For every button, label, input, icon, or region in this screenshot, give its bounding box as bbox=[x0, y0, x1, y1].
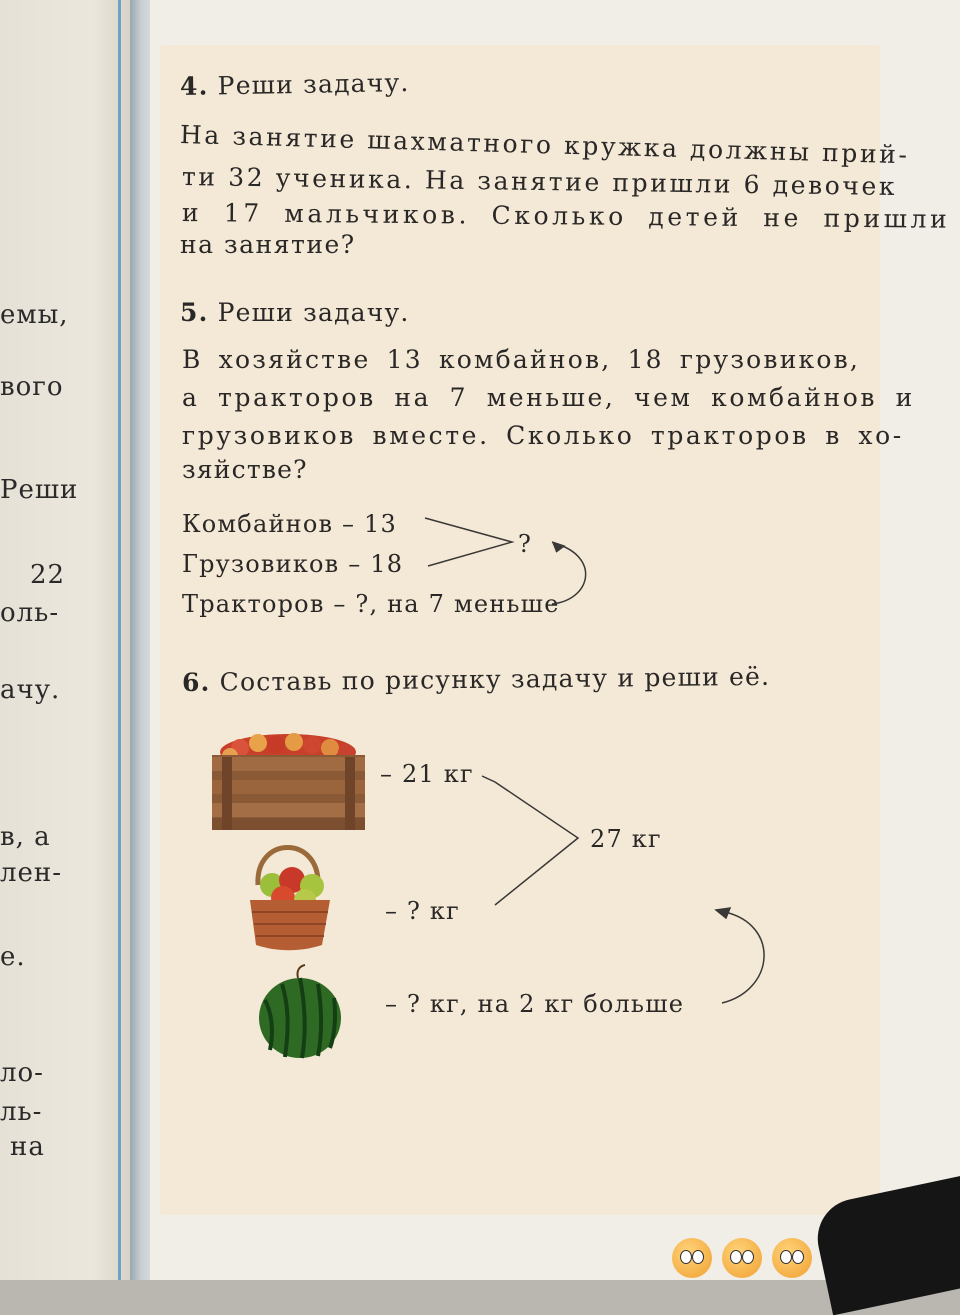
left-fragment: лен- bbox=[0, 858, 63, 888]
scheme-tractors: Тракторов – ?, на 7 меньше bbox=[182, 590, 560, 618]
apple-crate-icon bbox=[212, 733, 365, 830]
task4-line: ти 32 ученика. На занятие пришли 6 девочек bbox=[181, 162, 898, 201]
task5-title: Реши задачу. bbox=[217, 298, 410, 327]
scheme-return-arrow bbox=[552, 542, 586, 604]
task5-number: 5. bbox=[180, 298, 209, 327]
crate-weight-label: – 21 кг bbox=[380, 760, 474, 788]
left-fragment: ло- bbox=[0, 1058, 44, 1088]
smiley-icon bbox=[672, 1238, 712, 1278]
basket-weight-label: – ? кг bbox=[385, 897, 460, 925]
smiley-icon bbox=[722, 1238, 762, 1278]
left-fragment: в, а bbox=[0, 822, 51, 852]
left-fragment: вого bbox=[0, 372, 64, 402]
task4-number: 4. bbox=[179, 71, 209, 101]
fruit-basket-icon bbox=[250, 848, 330, 951]
total-weight-label: 27 кг bbox=[590, 825, 662, 853]
weight-bracket bbox=[482, 776, 578, 905]
left-fragment: ачу. bbox=[0, 675, 61, 705]
watermelon-icon bbox=[259, 965, 341, 1058]
left-fragment: на bbox=[10, 1132, 45, 1162]
task4-title: Реши задачу. bbox=[217, 67, 410, 101]
task6-title: Составь по рисунку задачу и реши её. bbox=[219, 661, 771, 697]
left-fragment: оль- bbox=[0, 598, 60, 628]
watermelon-weight-label: – ? кг, на 2 кг больше bbox=[385, 990, 685, 1018]
weight-return-arrow bbox=[716, 908, 764, 1003]
scheme-question-mark: ? bbox=[518, 530, 533, 558]
task4-line: и 17 мальчиков. Сколько детей не пришли bbox=[181, 198, 951, 234]
task4-line: На занятие шахматного кружка должны прий- bbox=[179, 120, 910, 170]
scheme-combines: Комбайнов – 13 bbox=[182, 510, 397, 538]
task4-line: на занятие? bbox=[180, 230, 356, 259]
left-fragment: е. bbox=[0, 942, 26, 972]
task6-number: 6. bbox=[181, 667, 211, 697]
scheme-bracket bbox=[425, 518, 512, 566]
task5-line: В хозяйстве 13 комбайнов, 18 грузовиков, bbox=[182, 345, 861, 374]
left-fragment: Реши bbox=[0, 475, 79, 505]
scheme-trucks: Грузовиков – 18 bbox=[182, 550, 404, 578]
smiley-icon bbox=[772, 1238, 812, 1278]
left-fragment: емы, bbox=[0, 300, 69, 330]
left-fragment: 22 bbox=[30, 560, 66, 590]
task5-line: зяйстве? bbox=[182, 455, 308, 484]
task5-line: а тракторов на 7 меньше, чем комбайнов и bbox=[182, 383, 915, 412]
task5-line: грузовиков вместе. Сколько тракторов в хо- bbox=[182, 421, 904, 450]
left-fragment: ль- bbox=[0, 1097, 43, 1127]
